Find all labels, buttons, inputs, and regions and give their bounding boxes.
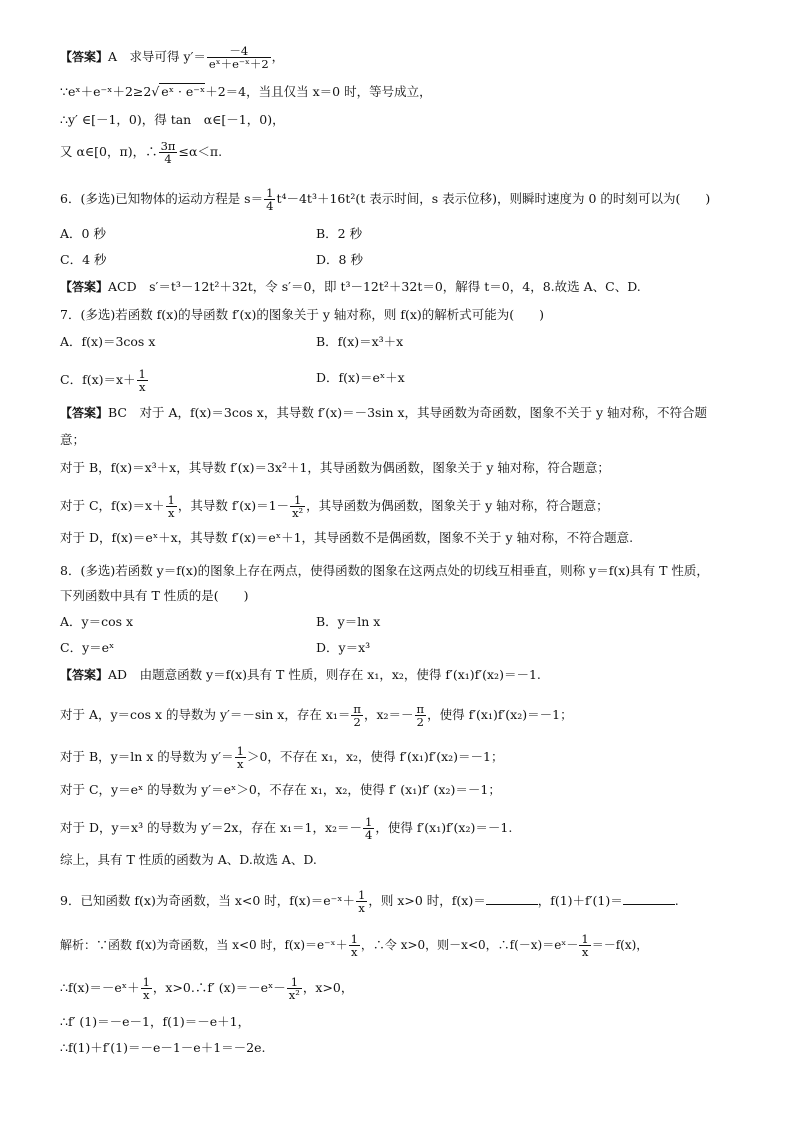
denominator: 4	[266, 199, 274, 213]
q6-text: t⁴－4t³＋16t²(t 表示时间，s 表示位移)，则瞬时速度为 0 的时刻可以为( )	[276, 191, 711, 206]
numerator: 1	[365, 815, 373, 829]
q8-option-d: D．y＝x³	[316, 640, 371, 655]
fraction	[287, 976, 302, 1001]
fraction	[349, 933, 360, 958]
q7-text: ，其导数 f′(x)＝1－	[177, 498, 290, 513]
numerator: 1	[358, 888, 366, 902]
q9-text: 9．已知函数 f(x)为奇函数，当 x<0 时，f(x)＝e⁻ˣ＋	[60, 893, 356, 908]
q8-text: ，使得 f′(x₁)f′(x₂)＝－1；	[427, 707, 573, 722]
q7-answer-line4: 对于 D，f(x)＝eˣ＋x，其导数 f′(x)＝eˣ＋1，其导函数不是偶函数，图象不关于 y 轴对称，不符合题意.	[60, 530, 634, 545]
q5-answer-line2	[60, 84, 754, 100]
q9-text: ＝－f(x)，	[591, 938, 649, 952]
q8-answer-c: 对于 C，y＝eˣ 的导数为 y′＝eˣ＞0，不存在 x₁，x₂，使得 f′ (x₁)f′ (x₂)＝－1；	[60, 782, 501, 797]
denominator: 2	[416, 715, 424, 729]
denominator: x²	[292, 506, 304, 520]
denominator: x²	[288, 988, 300, 1002]
answer-tag: 【答案】	[60, 406, 109, 420]
q8-text: ＞0，不存在 x₁，x₂，使得 f′(x₁)f′(x₂)＝－1；	[246, 749, 504, 764]
fraction	[290, 494, 305, 519]
q6-option-a: A．0 秒	[60, 226, 106, 241]
q8-stem-line1: 8．(多选)若函数 y＝f(x)的图象上存在两点，使得函数的图象在这两点处的切线互相垂直，则称 y＝f(x)具有 T 性质，	[60, 563, 709, 578]
answer-blank-1[interactable]	[486, 893, 538, 905]
q5-text: ＋2＝4，当且仅当 x＝0 时，等号成立，	[205, 84, 432, 99]
fraction	[235, 745, 246, 770]
q9-text: ，则 x>0 时，f(x)＝	[368, 893, 486, 908]
numerator: π	[353, 702, 361, 716]
numerator: －4	[207, 45, 271, 58]
q7-option-d: D．f(x)＝eˣ＋x	[316, 370, 405, 385]
q8-option-c: C．y＝eˣ	[60, 640, 115, 655]
q9-text: ，x>0.∴f′ (x)＝－eˣ－	[152, 980, 286, 995]
answer-tag: 【答案】	[60, 50, 109, 64]
numerator: 1	[350, 932, 358, 946]
numerator: 1	[266, 186, 274, 200]
denominator: x	[237, 757, 244, 771]
numerator: 1	[287, 976, 302, 989]
denominator: 4	[365, 828, 373, 842]
answer-tag: 【答案】	[60, 280, 109, 294]
q6-option-b: B．2 秒	[316, 226, 363, 241]
q9-text: ∴f(x)＝－eˣ＋	[60, 980, 140, 995]
q6-answer-text: ACD s′＝t³－12t²＋32t，令 s′＝0，即 t³－12t²＋32t＝0，解得 t＝0，4，8.故选 A、C、D.	[108, 279, 641, 294]
q8-text: 对于 B，y＝ln x 的导数为 y′＝	[60, 749, 234, 764]
sqrt-radicand: eˣ · e⁻ˣ	[161, 84, 206, 99]
q8-conclusion: 综上，具有 T 性质的函数为 A、D.故选 A、D.	[60, 852, 317, 867]
q8-answer-a	[60, 703, 754, 728]
q5-text: ∵eˣ＋e⁻ˣ＋2≥2√	[60, 84, 160, 99]
denominator: x	[138, 380, 146, 394]
q9-solution-line2	[60, 976, 754, 1001]
fraction	[363, 816, 374, 841]
q7-text: C．f(x)＝x＋	[60, 372, 136, 387]
numerator: 1	[290, 494, 305, 507]
q7-answer-text: BC 对于 A，f(x)＝3cos x，其导数 f′(x)＝－3sin x，其导函数为奇函数，图象不关于 y 轴对称，不符合题	[108, 405, 708, 420]
numerator: 1	[581, 932, 589, 946]
q7-answer-line3	[60, 494, 754, 519]
q9-text: 解析：∵函数 f(x)为奇函数，当 x<0 时，f(x)＝e⁻ˣ＋	[60, 938, 348, 952]
q8-text: ，x₂＝－	[363, 707, 414, 722]
numerator: 1	[138, 367, 146, 381]
numerator: 3π	[160, 139, 176, 153]
q8-answer-d	[60, 816, 754, 841]
q8-answer	[60, 667, 754, 683]
q8-answer-text: AD 由题意函数 y＝f(x)具有 T 性质，则存在 x₁，x₂，使得 f′(x₁)f′(x₂)＝－1.	[108, 667, 541, 682]
q8-text: 对于 A，y＝cos x 的导数为 y′＝－sin x，存在 x₁＝	[60, 707, 351, 722]
q8-option-a: A．y＝cos x	[60, 614, 134, 629]
q5-answer-line4	[60, 140, 754, 165]
numerator: 1	[236, 744, 244, 758]
answer-tag: 【答案】	[60, 668, 109, 682]
fraction	[351, 703, 363, 728]
q8-text: ，使得 f′(x₁)f′(x₂)＝－1.	[375, 820, 513, 835]
q7-text: 对于 C，f(x)＝x＋	[60, 498, 165, 513]
fraction	[137, 368, 148, 393]
denominator: x	[350, 945, 358, 959]
q9-solution-line1	[60, 933, 754, 958]
q9-text: .	[674, 893, 679, 908]
q8-text: 对于 D，y＝x³ 的导数为 y′＝2x，存在 x₁＝1，x₂＝－	[60, 820, 363, 835]
denominator: x	[142, 988, 150, 1002]
q7-answer-line1	[60, 405, 754, 421]
q5-answer-line1	[60, 45, 754, 70]
q7-option-a: A．f(x)＝3cos x	[60, 334, 156, 349]
fraction	[356, 889, 367, 914]
fraction	[207, 45, 271, 70]
numerator: π	[416, 702, 425, 716]
numerator: 1	[167, 493, 175, 507]
q5-text: 又 α∈[0，π)，∴	[60, 144, 158, 159]
numerator: 1	[142, 975, 150, 989]
q6-text: 6．(多选)已知物体的运动方程是 s＝	[60, 191, 264, 206]
q6-stem	[60, 187, 754, 212]
q8-stem-line2: 下列函数中具有 T 性质的是( )	[60, 588, 249, 603]
q6-option-c: C．4 秒	[60, 252, 107, 267]
denominator: x	[581, 945, 589, 959]
denominator: 2	[353, 715, 361, 729]
fraction	[166, 494, 177, 519]
q7-text: ，其导函数为偶函数，图象关于 y 轴对称，符合题意；	[306, 498, 609, 513]
q9-text: ，∴令 x>0，则－x<0，∴f(－x)＝eˣ－	[360, 938, 579, 952]
q9-text: ，x>0，	[302, 980, 354, 995]
denominator: 4	[164, 152, 172, 166]
q5-answer-line3	[60, 112, 754, 128]
fraction	[579, 933, 590, 958]
denominator: x	[358, 901, 365, 915]
q7-option-c	[60, 368, 149, 393]
answer-blank-2[interactable]	[623, 893, 675, 905]
q7-answer-line1b: 意；	[60, 432, 86, 447]
q9-solution-line4: ∴f(1)＋f′(1)＝－e－1－e＋1＝－2e.	[60, 1040, 266, 1055]
q7-option-b: B．f(x)＝x³＋x	[316, 334, 404, 349]
fraction	[415, 703, 427, 728]
q8-option-b: B．y＝ln x	[316, 614, 381, 629]
q6-option-d: D．8 秒	[316, 252, 363, 267]
fraction	[141, 976, 152, 1001]
denominator: eˣ＋e⁻ˣ＋2	[208, 57, 269, 71]
q9-solution-line3: ∴f′ (1)＝－e－1，f(1)＝－e＋1，	[60, 1014, 251, 1029]
fraction	[264, 187, 275, 212]
q7-answer-line2: 对于 B，f(x)＝x³＋x，其导数 f′(x)＝3x²＋1，其导函数为偶函数，图象关于 y 轴对称，符合题意；	[60, 460, 610, 475]
q8-answer-b	[60, 745, 754, 770]
q6-answer	[60, 279, 754, 295]
q5-text: ，	[271, 49, 285, 64]
q5-text: A 求导可得 y′＝	[108, 49, 206, 64]
q7-stem: 7．(多选)若函数 f(x)的导函数 f′(x)的图象关于 y 轴对称，则 f(x)的解析式可能为( )	[60, 307, 545, 322]
fraction	[159, 140, 178, 165]
denominator: x	[167, 506, 175, 520]
q5-text: ≤α＜π.	[178, 144, 223, 159]
q5-text: ∴y′ ∈[－1，0)，得 tan α∈[－1，0)，	[60, 112, 285, 127]
q9-text: ，f(1)＋f′(1)＝	[537, 893, 623, 908]
q9-stem	[60, 889, 754, 914]
